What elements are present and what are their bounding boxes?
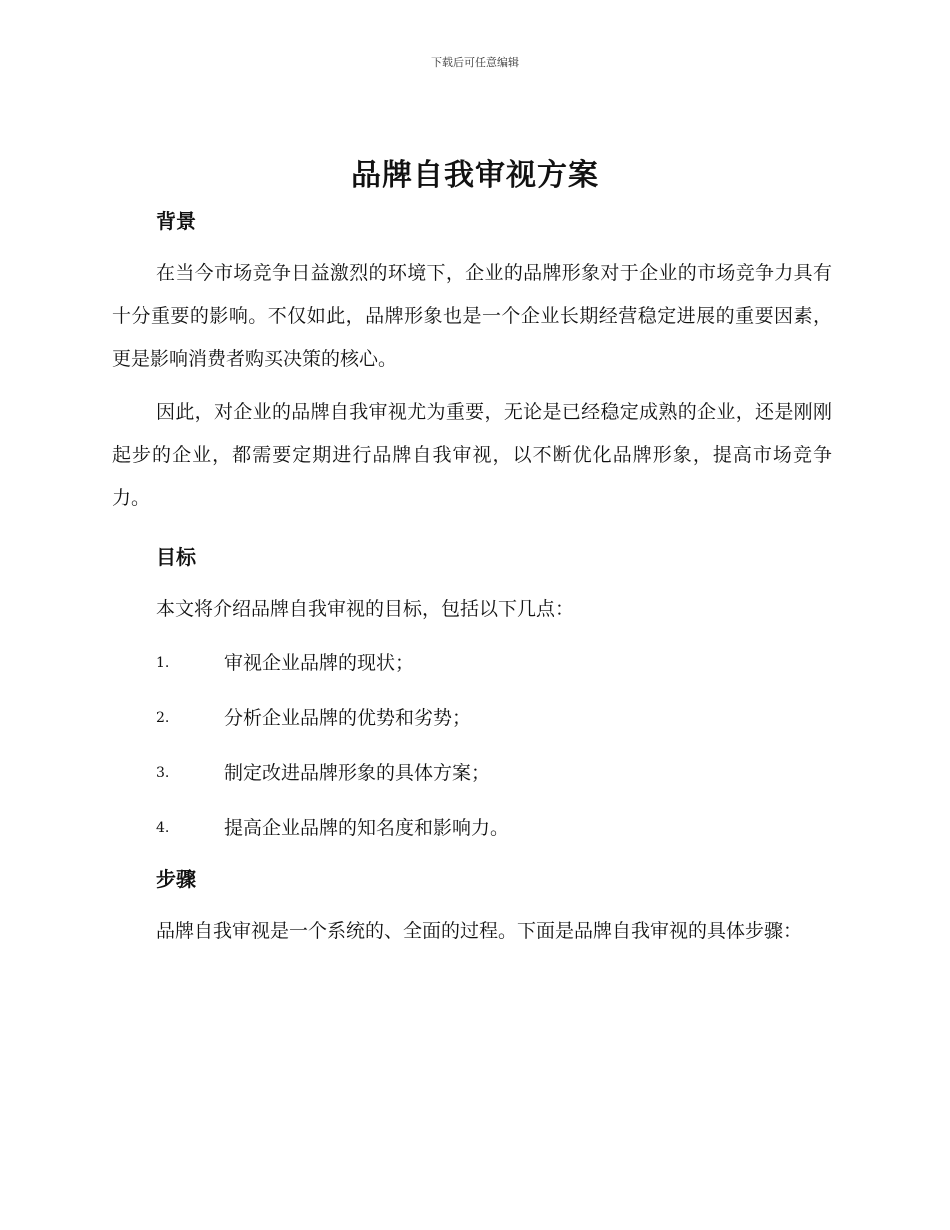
list-item-number: 4. — [156, 820, 170, 836]
list-item-text: 提高企业品牌的知名度和影响力。 — [224, 817, 510, 839]
list-item-text: 审视企业品牌的现状； — [224, 652, 415, 674]
section-heading-goals: 目标 — [156, 545, 196, 569]
steps-intro: 品牌自我审视是一个系统的、全面的过程。下面是品牌自我审视的具体步骤： — [156, 920, 803, 942]
goals-intro: 本文将介绍品牌自我审视的目标，包括以下几点： — [156, 598, 575, 620]
list-item — [112, 746, 832, 801]
goals-list — [112, 636, 832, 856]
list-item — [112, 691, 832, 746]
list-item — [112, 636, 832, 691]
list-item-text: 制定改进品牌形象的具体方案； — [224, 762, 491, 784]
list-item — [112, 801, 832, 856]
section-heading-steps: 步骤 — [156, 867, 196, 891]
list-item-number: 2. — [156, 710, 170, 726]
list-item-text: 分析企业品牌的优势和劣势； — [224, 707, 472, 729]
document-body — [112, 204, 832, 953]
background-paragraph-1: 在当今市场竞争日益激烈的环境下，企业的品牌形象对于企业的市场竞争力具有十分重要的影响。不仅如此，品牌形象也是一个企业长期经营稳定进展的重要因素，更是影响消费者购买决策的核心。 — [112, 262, 832, 370]
list-item-number: 3. — [156, 765, 170, 781]
background-paragraph-2: 因此，对企业的品牌自我审视尤为重要，无论是已经稳定成熟的企业，还是刚刚起步的企业，都需要定期进行品牌自我审视，以不断优化品牌形象，提高市场竞争力。 — [112, 401, 832, 509]
list-item-number: 1. — [156, 655, 170, 671]
section-heading-background: 背景 — [156, 209, 196, 233]
header-note: 下载后可任意编辑 — [431, 56, 519, 69]
document-title: 品牌自我审视方案 — [351, 158, 599, 193]
